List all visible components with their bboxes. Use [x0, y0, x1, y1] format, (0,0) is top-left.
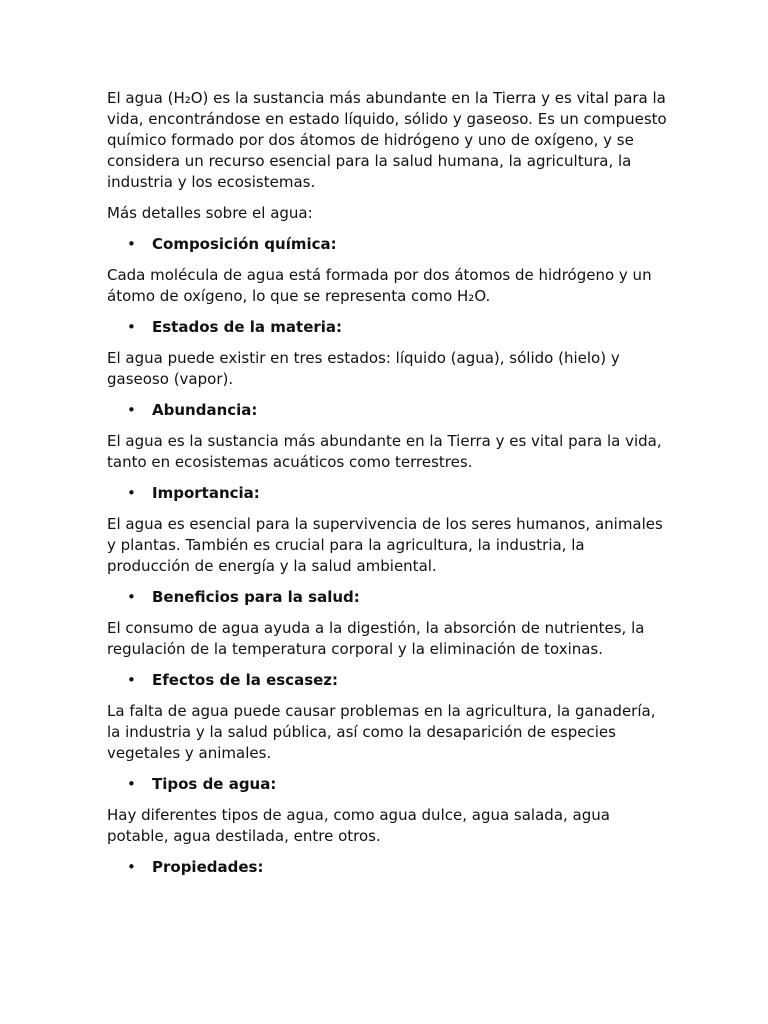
- section-body-escasez: La falta de agua puede causar problemas en la agricultura, la ganadería, la industria y la salud pública, así como la desaparición de especies vegetales y animales.: [107, 702, 656, 762]
- bullet-icon: •: [127, 588, 136, 606]
- bullet-icon: •: [127, 401, 136, 419]
- section-body-composicion: Cada molécula de agua está formada por dos átomos de hidrógeno y un átomo de oxígeno, lo que se representa como H₂O.: [107, 266, 652, 305]
- details-heading: Más detalles sobre el agua:: [107, 204, 313, 222]
- section-title-escasez: [107, 670, 667, 691]
- bullet-icon: •: [127, 671, 136, 689]
- section-title-text: Efectos de la escasez:: [152, 671, 339, 689]
- bullet-icon: •: [127, 235, 136, 253]
- section-body-tipos: Hay diferentes tipos de agua, como agua dulce, agua salada, agua potable, agua destilada, entre otros.: [107, 806, 610, 845]
- bullet-icon: •: [127, 858, 136, 876]
- section-title-beneficios: [107, 587, 667, 608]
- section-title-text: Propiedades:: [152, 858, 264, 876]
- intro-paragraph: El agua (H₂O) es la sustancia más abundante en la Tierra y es vital para la vida, encontrándose en estado líquido, sólido y gaseoso. Es un compuesto químico formado por dos átomos de hidrógeno y uno de oxígeno, y se considera un recurso esencial para la salud humana, la agricultura, la industria y los ecosistemas.: [107, 89, 667, 191]
- bullet-icon: •: [127, 484, 136, 502]
- section-title-text: Estados de la materia:: [152, 318, 343, 336]
- section-title-estados: [107, 317, 667, 338]
- section-title-text: Importancia:: [152, 484, 260, 502]
- section-body-importancia: El agua es esencial para la supervivencia de los seres humanos, animales y plantas. También es crucial para la agricultura, la industria, la producción de energía y la salud ambiental.: [107, 515, 663, 575]
- section-title-propiedades: [107, 857, 667, 878]
- section-title-tipos: [107, 774, 667, 795]
- section-title-text: Abundancia:: [152, 401, 258, 419]
- section-title-importancia: [107, 483, 667, 504]
- section-title-composicion: [107, 234, 667, 255]
- section-title-text: Composición química:: [152, 235, 337, 253]
- section-title-text: Tipos de agua:: [152, 775, 277, 793]
- section-title-text: Beneficios para la salud:: [152, 588, 360, 606]
- bullet-icon: •: [127, 318, 136, 336]
- section-body-beneficios: El consumo de agua ayuda a la digestión, la absorción de nutrientes, la regulación de la temperatura corporal y la eliminación de toxinas.: [107, 619, 645, 658]
- document-page: [107, 88, 667, 888]
- section-body-abundancia: El agua es la sustancia más abundante en la Tierra y es vital para la vida, tanto en ecosistemas acuáticos como terrestres.: [107, 432, 662, 471]
- section-title-abundancia: [107, 400, 667, 421]
- bullet-icon: •: [127, 775, 136, 793]
- section-body-estados: El agua puede existir en tres estados: líquido (agua), sólido (hielo) y gaseoso (vapor).: [107, 349, 620, 388]
